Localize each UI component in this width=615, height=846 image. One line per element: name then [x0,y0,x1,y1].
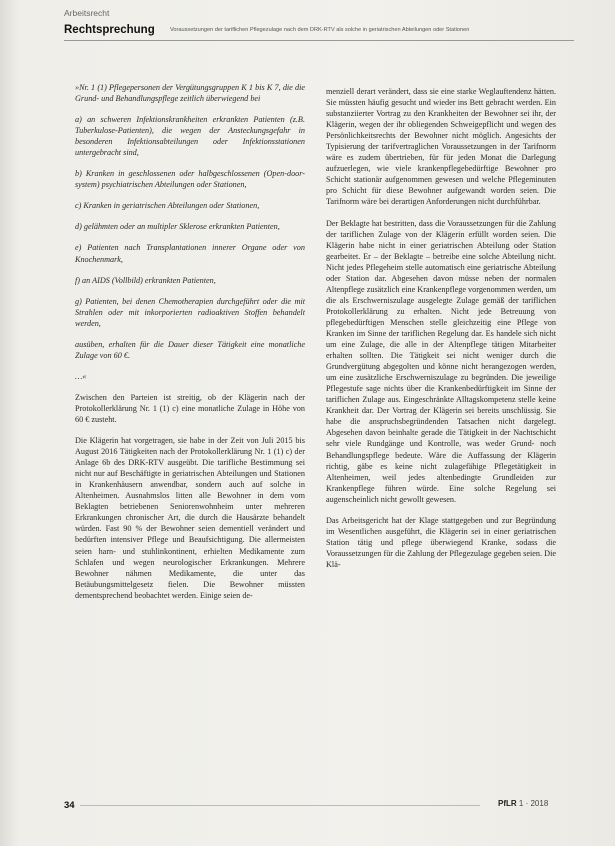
paragraph: …« [75,371,87,381]
left-column [75,82,305,611]
paragraph: Der Beklagte hat bestritten, dass die Voraussetzungen für die Zahlung der tariflichen Zulage von der Klägerin erfüllt worden seien. Die Klägerin habe nicht in einer geriatrischen Abteilung oder Station gearbeitet. Er – der Beklagte – betreibe eine solche Abteilung nicht. Nicht jedes Pflegeheim stelle automatisch eine geriatrische Abteilung oder Station dar. Abgesehen davon müsse neben der normalen Altenpflege zusätzlich eine Krankenpflege vorgenommen werden, um die als Erschwerniszulage ausgelegte Zulage gemäß der tariflichen Protokollerklärung zu erhalten. Nicht jede Betreuung von pflegebedürftigen Menschen stelle gleichzeitig eine Pflege von Kranken im Sinne der tariflichen Regelung dar. Es handele sich nicht um eine Zulage, die alle in der Altenpflege tätigen Mitarbeiter erhalten sollten. Die Tätigkeit sei nicht weniger durch die Grundvergütung abgegolten und könne nicht herangezogen werden, um eine zusätzliche Erschwerniszulage zu begründen. Die jeweilige Pflegestufe sage nichts über die Krankenbedürftigkeit im Sinne der tariflichen Zulage aus. Eingeschränkte Alltagskompetenz stelle keine Krankheit dar. Der Vortrag der Klägerin sei bereits unschlüssig. Sie habe die anspruchsbegründenden Tatsachen nicht dargelegt. Abgesehen davon beinhalte gerade die Tätigkeit in der Nachtschicht sehr viele Rundgänge und Kontrolle, was weder Grund- noch Behandlungspflege bedeute. Wäre die Auffassung der Klägerin richtig, gäbe es keine nicht zulagefähige Pflegetätigkeit in Altenheimen, weil jedes altenbedingte Grundleiden zur Krankenpflege führen würde. Eine solche Regelung sei augenscheinlich nicht gewollt gewesen. [326,218,556,504]
section-tag: Arbeitsrecht [64,8,110,18]
paragraph: Zwischen den Parteien ist streitig, ob der Klägerin nach der Protokollerklärung Nr. 1 (1) c) eine monatliche Zulage in Höhe von 60 € zusteht. [75,392,305,424]
paragraph: a) an schweren Infektionskrankheiten erkrankten Patienten (z.B. Tuberkulose-Patienten), die wegen der Ansteckungsgefahr in besonderen Infektionsabteilungen oder Infektionsstationen untergebracht sind, [75,115,305,158]
paragraph: e) Patienten nach Transplantationen innerer Organe oder von Knochenmark, [75,243,305,264]
journal-footer [498,799,548,808]
header-divider [64,40,574,41]
paragraph: g) Patienten, bei denen Chemotherapien durchgeführt oder die mit Strahlen oder mit inkorporierten radioaktiven Stoffen behandelt werden, [75,296,305,328]
paragraph: d) gelähmten oder an multipler Sklerose erkrankten Patienten, [75,222,280,232]
paragraph: f) an AIDS (Vollbild) erkrankten Patienten, [75,275,216,285]
page-subtitle: Voraussetzungen der tariflichen Pflegezulage nach dem DRK-RTV als solche in geriatrischen Abteilungen oder Stationen [170,27,470,33]
paragraph: Die Klägerin hat vorgetragen, sie habe in der Zeit von Juli 2015 bis August 2016 Tätigkeiten nach der Protokollerklärung Nr. 1 (1) c) der Anlage 6b des DRK-RTV ausgeübt. Die tarifliche Bestimmung sei nicht nur auf Beschäftigte in geriatrischen Abteilungen und Stationen in Krankenhäusern anwendbar, sondern auch auf solche in Altenheimen. Ausnahmslos litten alle Bewohner in dem vom Beklagten betriebenen Seniorenwohnheim unter mehreren Erkrankungen chronischer Art, die durch die Hausärzte behandelt würden. Fast 90 % der Bewohner seien dementiell verändert und bedürften intensiver Pflege und Beaufsichtigung. Die allermeisten seien harn- und stuhlinkontinent, erhielten Medikamente zum Schlafen und wegen neurologischer Erkrankungen. Mehrere Bewohner nähmen Medikamente, die unter das Betäubungsmittelgesetz fielen. Die Bewohner müssten dementsprechend beobachtet werden. Einige seien de- [75,436,305,600]
footer-divider [80,805,480,806]
journal-issue: 1 · 2018 [518,799,549,808]
journal-name: PfLR [498,799,517,808]
page-number: 34 [64,800,75,811]
paragraph: »Nr. 1 (1) Pflegepersonen der Vergütungsgruppen K 1 bis K 7, die die Grund- und Behandlungspflege zeitlich überwiegend bei [75,83,305,104]
paragraph: ausüben, erhalten für die Dauer dieser Tätigkeit eine monatliche Zulage von 60 €. [75,339,305,360]
paragraph: b) Kranken in geschlossenen oder halbgeschlossenen (Open-door-system) psychiatrischen Abteilungen oder Stationen, [75,169,305,190]
paragraph: c) Kranken in geriatrischen Abteilungen oder Stationen, [75,201,260,211]
paragraph: menziell derart verändert, dass sie eine starke Weglauftendenz hätten. Sie müssten häufig gesucht und wieder ins Bett gebracht werden. Ein substanziierter Vortrag zu den Krankheiten der Bewohner sei ihr, der Klägerin, wegen der ihr obliegenden Schweigepflicht und wegen des Persönlichkeitsrechts der Bewohner nicht möglich. Angesichts der Typisierung der tarifvertraglichen Voraussetzungen in der Tarifnorm wäre es zudem übertrieben, für für jeden Monat die Darlegung aufzuerlegen, wie viele krankenpflegebedürftige Bewohner pro Schicht stationär aufgenommen gewesen und welche Pflegeminuten pro Schicht für diese Bewohner aufgewandt worden seien. Die Tarifnorm wäre bei derartigen Anforderungen nicht durchführbar. [326,87,556,207]
page-title: Rechtsprechung [64,24,155,36]
right-column [326,86,556,580]
paragraph: Das Arbeitsgericht hat der Klage stattgegeben und zur Begründung im Wesentlichen ausgeführt, die Klägerin sei in einer geriatrischen Station tätig und pflege überwiegend Kranke, sodass die Voraussetzungen für die Zahlung der Pflegezulage gegeben seien. Die Klä- [326,515,556,569]
